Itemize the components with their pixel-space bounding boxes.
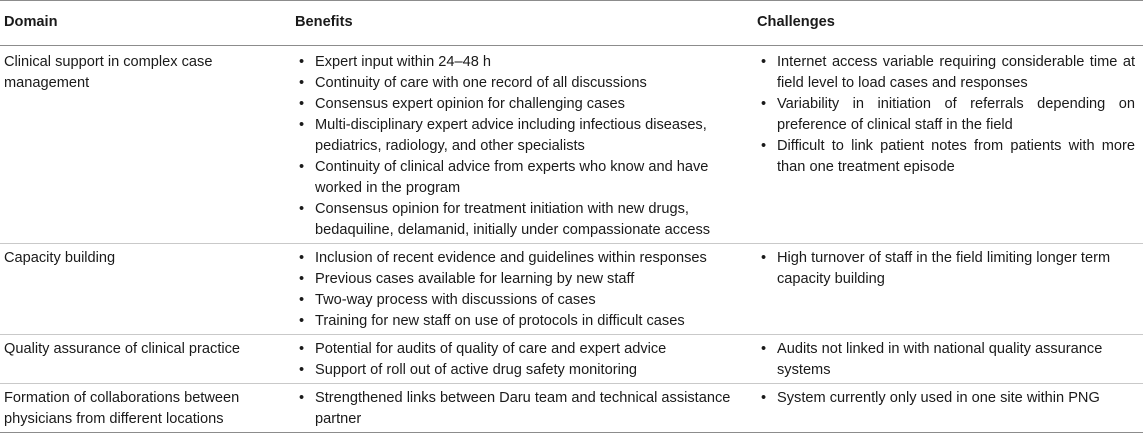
challenge-item: • High turnover of staff in the field limiting longer term capacity building — [757, 248, 1137, 290]
challenges-cell — [757, 335, 1143, 384]
challenges-list — [757, 339, 1137, 381]
benefit-item: • Expert input within 24–48 h — [295, 52, 745, 73]
challenges-cell — [757, 244, 1143, 335]
challenges-cell — [757, 384, 1143, 433]
challenges-list — [757, 248, 1137, 290]
challenges-list — [757, 388, 1137, 409]
domain-cell: Quality assurance of clinical practice — [0, 335, 286, 384]
table-row — [0, 384, 1143, 433]
table-row — [0, 335, 1143, 384]
table-row — [0, 244, 1143, 335]
benefits-list — [295, 388, 745, 430]
benefits-cell — [286, 384, 757, 433]
table-row — [0, 46, 1143, 244]
domain-cell: Formation of collaborations between physicians from different locations — [0, 384, 286, 433]
domain-cell: Capacity building — [0, 244, 286, 335]
header-row — [0, 1, 1143, 46]
benefits-list — [295, 52, 745, 241]
challenge-item: • Variability in initiation of referrals depending on preference of clinical staff in the field — [757, 94, 1137, 136]
benefit-item: • Strengthened links between Daru team and technical assistance partner — [295, 388, 745, 430]
benefit-item: • Training for new staff on use of protocols in difficult cases — [295, 311, 745, 332]
header-challenges: Challenges — [757, 1, 1143, 46]
benefit-item: • Consensus opinion for treatment initiation with new drugs, bedaquiline, delamanid, initially under compassionate access — [295, 199, 745, 241]
benefit-item: • Support of roll out of active drug safety monitoring — [295, 360, 745, 381]
benefit-item: • Continuity of care with one record of all discussions — [295, 73, 745, 94]
benefit-item: • Multi-disciplinary expert advice including infectious diseases, pediatrics, radiology, and other specialists — [295, 115, 745, 157]
benefit-item: • Previous cases available for learning by new staff — [295, 269, 745, 290]
benefit-item: • Consensus expert opinion for challenging cases — [295, 94, 745, 115]
header-benefits: Benefits — [286, 1, 757, 46]
challenge-item: • Audits not linked in with national quality assurance systems — [757, 339, 1137, 381]
challenges-list — [757, 52, 1137, 178]
table-body — [0, 46, 1143, 433]
benefit-item: • Continuity of clinical advice from experts who know and have worked in the program — [295, 157, 745, 199]
benefit-item: • Potential for audits of quality of care and expert advice — [295, 339, 745, 360]
benefits-list — [295, 339, 745, 381]
benefit-item: • Two-way process with discussions of cases — [295, 290, 745, 311]
domain-cell: Clinical support in complex case management — [0, 46, 286, 244]
benefits-cell — [286, 335, 757, 384]
table-header — [0, 1, 1143, 46]
challenge-item: • System currently only used in one site within PNG — [757, 388, 1137, 409]
benefits-cell — [286, 46, 757, 244]
benefits-list — [295, 248, 745, 332]
benefits-cell — [286, 244, 757, 335]
challenge-item: • Difficult to link patient notes from patients with more than one treatment episode — [757, 136, 1137, 178]
challenge-item: • Internet access variable requiring considerable time at field level to load cases and responses — [757, 52, 1137, 94]
challenges-cell — [757, 46, 1143, 244]
benefit-item: • Inclusion of recent evidence and guidelines within responses — [295, 248, 745, 269]
header-domain: Domain — [0, 1, 286, 46]
